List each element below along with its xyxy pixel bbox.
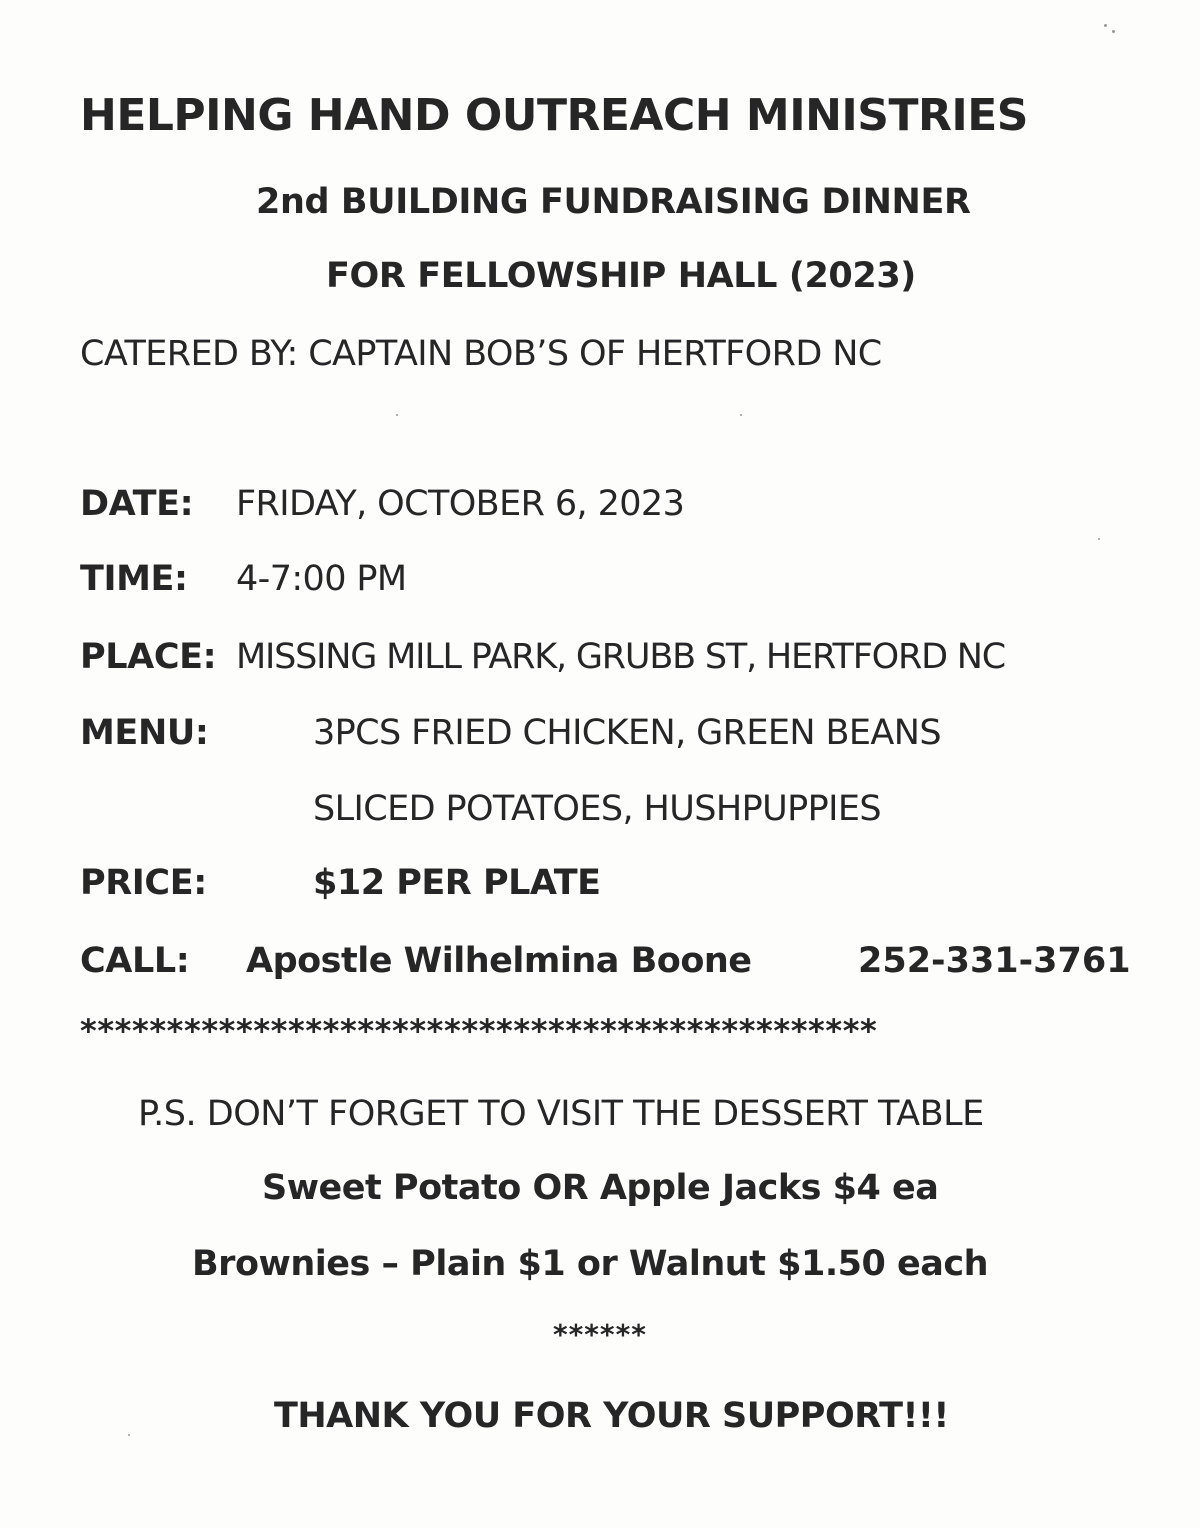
call-label: CALL:	[80, 941, 190, 981]
dessert-reminder: P.S. DON’T FORGET TO VISIT THE DESSERT TABLE	[138, 1094, 984, 1134]
organization-title: HELPING HAND OUTREACH MINISTRIES	[80, 90, 1028, 141]
scan-speck	[1112, 30, 1115, 33]
dessert-line-1: Sweet Potato OR Apple Jacks $4 ea	[262, 1168, 939, 1208]
time-label: TIME:	[80, 559, 188, 599]
scan-speck	[128, 1434, 130, 1436]
price-value: $12 PER PLATE	[313, 863, 601, 903]
date-value: FRIDAY, OCTOBER 6, 2023	[236, 484, 685, 524]
contact-phone: 252-331-3761	[858, 941, 1131, 981]
dessert-line-2: Brownies – Plain $1 or Walnut $1.50 each	[192, 1244, 989, 1284]
scan-speck	[396, 414, 398, 416]
scan-speck	[1098, 538, 1100, 540]
date-label: DATE:	[80, 484, 194, 524]
menu-line-2: SLICED POTATOES, HUSHPUPPIES	[313, 789, 881, 829]
place-value: MISSING MILL PARK, GRUBB ST, HERTFORD NC	[236, 637, 1006, 677]
scan-speck	[740, 414, 742, 416]
asterisk-separator: **********************************************	[80, 1012, 878, 1050]
time-value: 4-7:00 PM	[236, 559, 407, 599]
scan-speck	[1104, 24, 1107, 27]
thank-you-line: THANK YOU FOR YOUR SUPPORT!!!	[274, 1396, 949, 1436]
contact-name: Apostle Wilhelmina Boone	[246, 941, 752, 981]
menu-label: MENU:	[80, 713, 209, 753]
menu-line-1: 3PCS FRIED CHICKEN, GREEN BEANS	[313, 713, 941, 753]
price-label: PRICE:	[80, 863, 207, 903]
place-label: PLACE:	[80, 637, 217, 677]
caterer-line: CATERED BY: CAPTAIN BOB’S OF HERTFORD NC	[80, 334, 882, 374]
event-title-line-1: 2nd BUILDING FUNDRAISING DINNER	[256, 182, 971, 222]
short-asterisk-separator: ******	[553, 1318, 647, 1351]
event-title-line-2: FOR FELLOWSHIP HALL (2023)	[326, 256, 916, 296]
